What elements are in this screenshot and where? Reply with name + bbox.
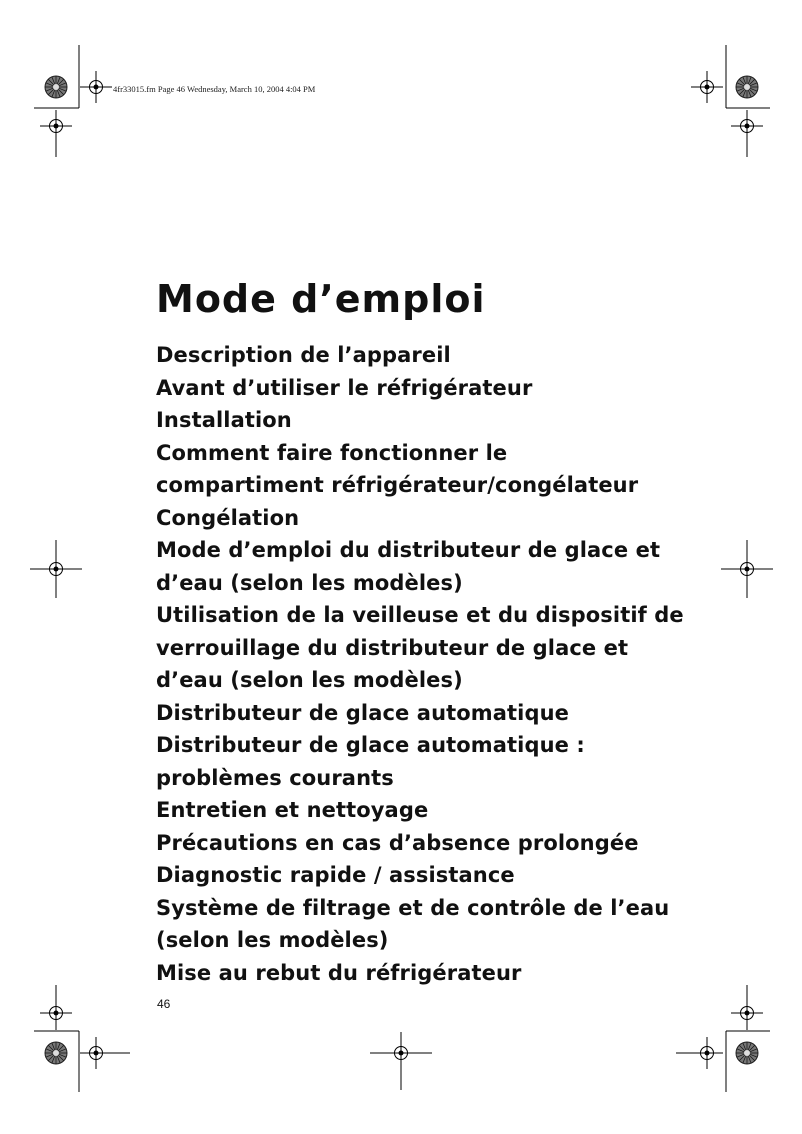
toc-line: (selon les modèles) bbox=[156, 928, 389, 952]
toc-line: verrouillage du distributeur de glace et bbox=[156, 635, 629, 660]
toc-line: d’eau (selon les modèles) bbox=[156, 668, 463, 692]
toc-line: Avant d’utiliser le réfrigérateur bbox=[156, 375, 533, 400]
toc-line: Distributeur de glace automatique bbox=[156, 700, 569, 725]
toc-line: Système de filtrage et de contrôle de l’eau bbox=[156, 895, 670, 920]
toc-line: Congélation bbox=[156, 505, 300, 530]
crosshair-icon bbox=[691, 71, 723, 103]
corner-mark-bottom-left bbox=[34, 985, 130, 1092]
toc-line: Comment faire fonctionner le bbox=[156, 440, 508, 465]
toc-line: Entretien et nettoyage bbox=[156, 798, 429, 822]
toc-line: Mise au rebut du réfrigérateur bbox=[156, 960, 522, 985]
table-of-contents bbox=[156, 339, 716, 989]
starburst-icon bbox=[736, 76, 758, 98]
toc-line: Installation bbox=[156, 408, 292, 432]
toc-line: Distributeur de glace automatique : bbox=[156, 733, 585, 757]
toc-line: Utilisation de la veilleuse et du dispositif de bbox=[156, 603, 684, 627]
toc-line: d’eau (selon les modèles) bbox=[156, 570, 463, 595]
print-slug: 4fr33015.fm Page 46 Wednesday, March 10, 2004 4:04 PM bbox=[113, 84, 316, 94]
corner-mark-top-left bbox=[34, 45, 112, 157]
toc-line: problèmes courants bbox=[156, 765, 394, 790]
page-title: Mode d’emploi bbox=[156, 277, 486, 321]
corner-mark-top-right bbox=[691, 45, 770, 157]
crosshair-icon bbox=[80, 71, 112, 103]
starburst-icon bbox=[736, 1042, 758, 1064]
page-number: 46 bbox=[157, 997, 171, 1011]
starburst-icon bbox=[45, 1042, 67, 1064]
corner-mark-bottom-right bbox=[676, 985, 770, 1092]
toc-line: compartiment réfrigérateur/congélateur bbox=[156, 473, 639, 497]
starburst-icon bbox=[45, 76, 67, 98]
toc-line: Diagnostic rapide / assistance bbox=[156, 863, 515, 887]
toc-line: Précautions en cas d’absence prolongée bbox=[156, 830, 639, 855]
toc-line: Description de l’appareil bbox=[156, 343, 451, 367]
toc-line: Mode d’emploi du distributeur de glace et bbox=[156, 538, 661, 562]
